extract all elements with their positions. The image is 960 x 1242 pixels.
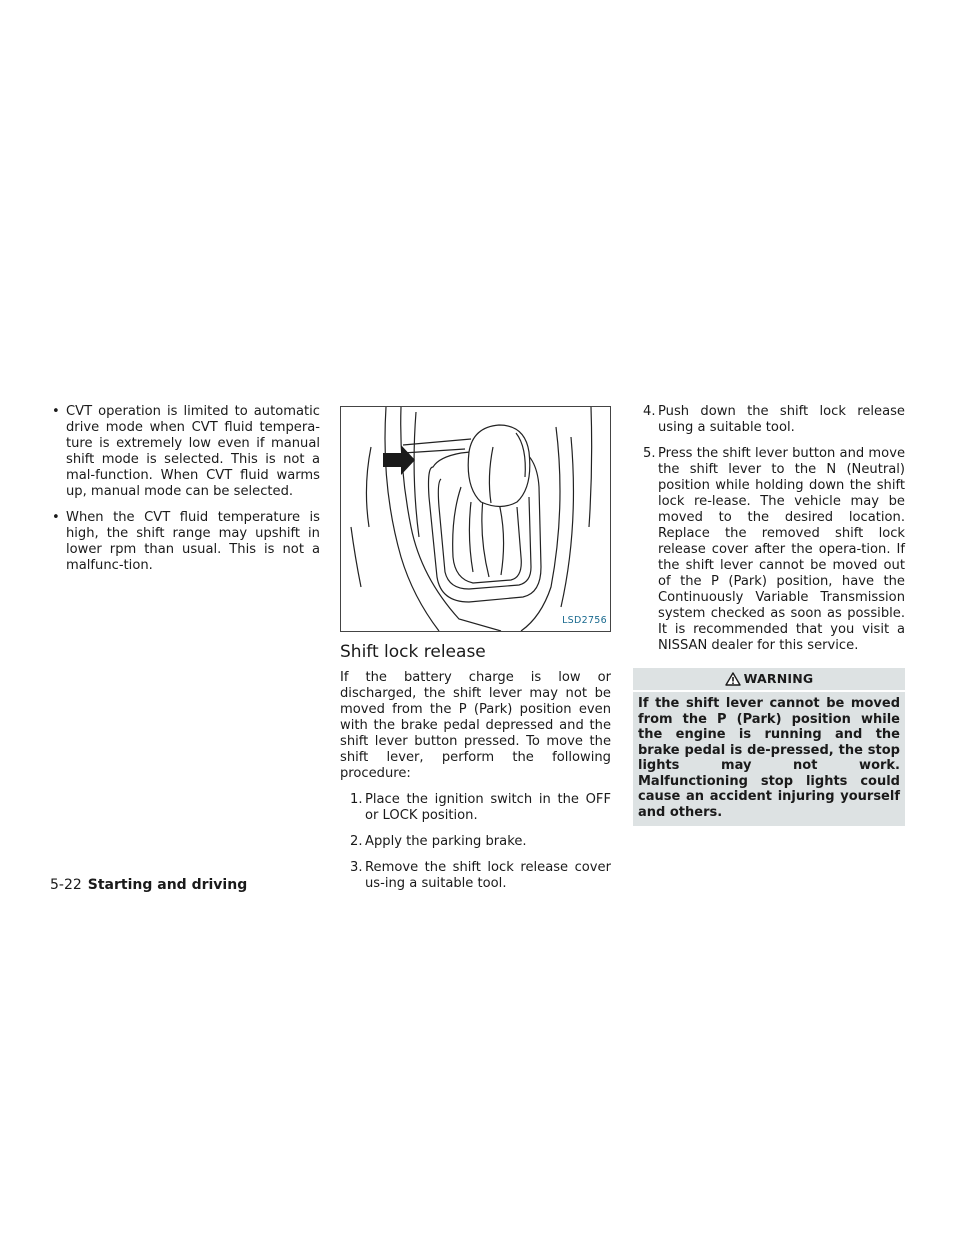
procedure-step: [633, 404, 905, 436]
step-number: 1.: [350, 792, 363, 807]
page-footer: [50, 876, 247, 894]
bullet-item: [50, 510, 320, 574]
warning-title: WARNING: [743, 671, 814, 686]
section-heading: Shift lock release: [340, 642, 486, 662]
left-column: [50, 404, 320, 584]
bullet-text: CVT operation is limited to automatic drive mode when CVT fluid tempera-ture is extremely low even if manual shift mode is selected. This is not a mal-function. When CVT fluid warms up, manual mode can be selected.: [66, 404, 320, 499]
shift-lever-illustration: [341, 407, 610, 631]
procedure-step: [340, 834, 611, 850]
step-text: Push down the shift lock release using a suitable tool.: [658, 404, 905, 435]
figure-id: LSD2756: [562, 615, 607, 626]
step-text: Place the ignition switch in the OFF or LOCK position.: [365, 792, 611, 823]
bullet-item: [50, 404, 320, 500]
shift-lever-figure: [340, 406, 611, 632]
step-number: 4.: [643, 404, 656, 419]
right-column: [633, 404, 905, 826]
bullet-mark: •: [52, 510, 60, 525]
middle-column: [340, 404, 611, 902]
bullet-text: When the CVT fluid temperature is high, the shift range may upshift in lower rpm than usual. This is not a malfunc-tion.: [66, 510, 320, 573]
warning-body: If the shift lever cannot be moved from the P (Park) position while the engine is running and the brake pedal is de-pressed, the stop lights may not work. Malfunctioning stop lights could cause an accident injuring yourself and others.: [633, 692, 905, 826]
warning-header: [633, 668, 905, 690]
footer-section-title: Starting and driving: [87, 877, 248, 893]
step-number: 2.: [350, 834, 363, 849]
bullet-mark: •: [52, 404, 60, 419]
procedure-step: [633, 446, 905, 654]
section-intro: If the battery charge is low or discharged, the shift lever may not be moved from the P (Park) position even with the brake pedal depressed and the shift lever button pressed. To move the shift lever, perform the following procedure:: [340, 670, 611, 781]
page-number: 5-22: [50, 877, 82, 893]
step-text: Press the shift lever button and move the shift lever to the N (Neutral) position while holding down the shift lock re-lease. The vehicle may be moved to the desired location. Replace the removed shift lock release cover after the opera-tion. If the shift lever cannot be moved out of the P (Park) position, have the Continuously Variable Transmission system checked as soon as possible. It is recommended that you visit a NISSAN dealer for this service.: [658, 446, 905, 653]
step-text: Remove the shift lock release cover us-ing a suitable tool.: [365, 860, 611, 891]
procedure-step: [340, 860, 611, 892]
step-text: Apply the parking brake.: [365, 834, 527, 849]
step-number: 5.: [643, 446, 656, 461]
warning-triangle-icon: [725, 672, 741, 686]
step-number: 3.: [350, 860, 363, 875]
procedure-step: [340, 792, 611, 824]
